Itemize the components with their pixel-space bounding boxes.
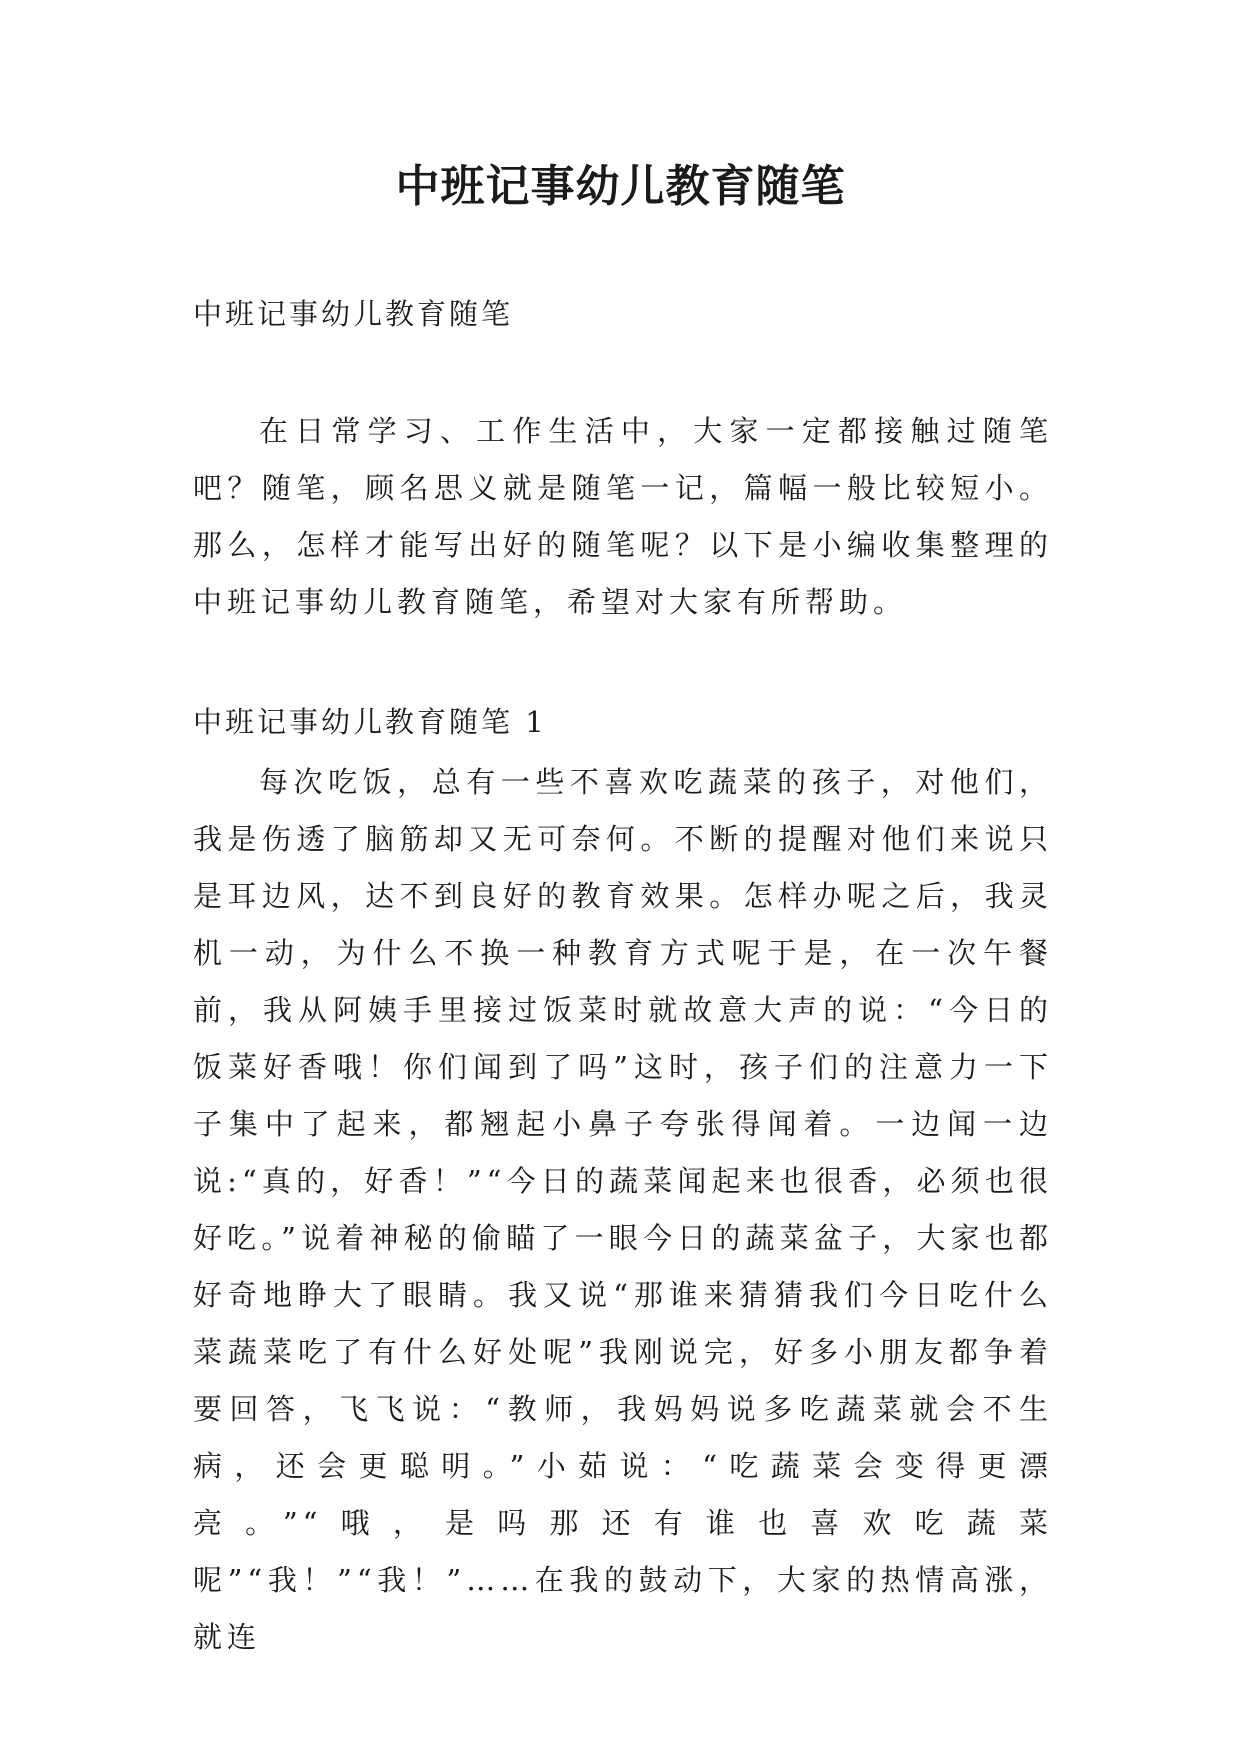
document-title: 中班记事幼儿教育随笔 bbox=[395, 161, 846, 212]
document-subtitle: 中班记事幼儿教育随笔 bbox=[193, 297, 514, 331]
intro-paragraph: 在日常学习、工作生活中，大家一定都接触过随笔吧？随笔，顾名思义就是随笔一记，篇幅一般比较短小。那么，怎样才能写出好的随笔呢？以下是小编收集整理的中班记事幼儿教育随笔，希望对大家有所帮助。 bbox=[193, 414, 1053, 619]
section-body: 每次吃饭，总有一些不喜欢吃蔬菜的孩子，对他们，我是伤透了脑筋却又无可奈何。不断的提醒对他们来说只是耳边风，达不到良好的教育效果。怎样办呢之后，我灵机一动，为什么不换一种教育方式呢于是，在一次午餐前，我从阿姨手里接过饭菜时就故意大声的说：“今日的饭菜好香哦！你们闻到了吗”这时，孩子们的注意力一下子集中了起来，都翘起小鼻子夸张得闻着。一边闻一边说:“真的，好香！”“今日的蔬菜闻起来也很香，必须也很好吃。”说着神秘的偷瞄了一眼今日的蔬菜盆子，大家也都好奇地睁大了眼睛。我又说“那谁来猜猜我们今日吃什么菜蔬菜吃了有什么好处呢”我刚说完，好多小朋友都争着要回答，飞飞说：“教师，我妈妈说多吃蔬菜就会不生病，还会更聪明。”小茹说：“吃蔬菜会变得更漂亮。”“哦，是吗那还有谁也喜欢吃蔬菜呢”“我！”“我！”……在我的鼓动下，大家的热情高涨，就连 bbox=[193, 765, 1053, 1654]
section-heading: 中班记事幼儿教育随笔 1 bbox=[193, 705, 547, 739]
